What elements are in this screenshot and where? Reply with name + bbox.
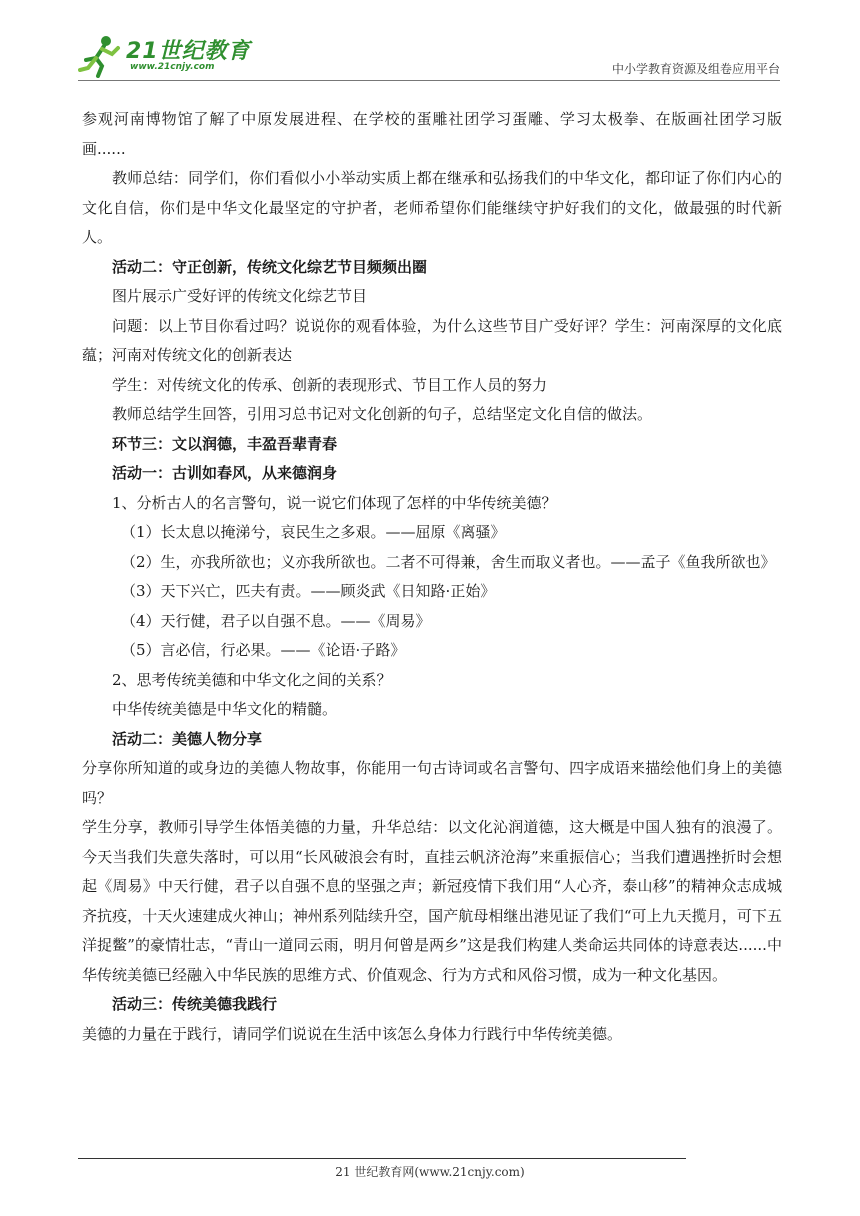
paragraph: （3）天下兴亡，匹夫有责。——顾炎武《日知路·正始》: [121, 582, 496, 600]
site-logo[interactable]: [78, 34, 278, 78]
paragraph: （1）长太息以掩涕兮，哀民生之多艰。——屈原《离骚》: [121, 523, 506, 541]
paragraph: 分享你所知道的或身边的美德人物故事，你能用一句古诗词或名言警句、四字成语来描绘他们身上的美德吗？: [82, 759, 782, 807]
paragraph: 2、思考传统美德和中华文化之间的关系？: [112, 670, 392, 689]
paragraph: 中华传统美德是中华文化的精髓。: [112, 700, 338, 718]
paragraph: 教师总结：同学们，你们看似小小举动实质上都在继承和弘扬我们的中华文化，都印证了你们内心的文化自信，你们是中华文化最坚定的守护者，老师希望你们能继续守护好我们的文化，做最强的时代新人。: [82, 169, 782, 246]
footer-divider: [78, 1158, 686, 1159]
paragraph: 学生分享，教师引导学生体悟美德的力量，升华总结：以文化沁润道德，这大概是中国人独有的浪漫了。今天当我们失意失落时，可以用“长风破浪会有时，直挂云帆济沧海”来重振信心；当我们遭遇挫折时会想起《周易》中天行健，君子以自强不息的坚强之声；新冠疫情下我们用“人心齐，泰山移”的精神众志成城齐抗疫，十天火速建成火神山；神州系列陆续升空，国产航母相继出港见证了我们“可上九天揽月，可下五洋捉鳖”的豪情壮志，“青山一道同云雨，明月何曾是两乡”这是我们构建人类命运共同体的诗意表达......中华传统美德已经融入中华民族的思维方式、价值观念、行为方式和风俗习惯，成为一种文化基因。: [82, 818, 782, 984]
paragraph: （2）生，亦我所欲也；义亦我所欲也。二者不可得兼，舍生而取义者也。——孟子《鱼我所欲也》: [121, 552, 776, 571]
section-heading: 环节三：文以润德，丰盈吾辈青春: [112, 434, 338, 453]
document-body: [82, 105, 782, 1049]
logo-text: 21世纪教育: [126, 39, 251, 64]
paragraph: 问题：以上节目你看过吗？说说你的观看体验，为什么这些节目广受好评？学生：河南深厚的文化底蕴；河南对传统文化的创新表达: [82, 316, 782, 364]
page-header: [78, 34, 780, 78]
paragraph: 美德的力量在于践行，请同学们说说在生活中该怎么身体力行践行中华传统美德。: [82, 1024, 623, 1043]
section-heading: 活动一：古训如春风，从来德润身: [112, 464, 338, 482]
header-slogan: 中小学教育资源及组卷应用平台: [611, 62, 780, 76]
paragraph: 1、分析古人的名言警句，说一说它们体现了怎样的中华传统美德？: [112, 493, 557, 512]
logo-url: www.21cnjy.com: [130, 62, 215, 72]
page-footer[interactable]: 21 世纪教育网(www.21cnjy.com): [335, 1165, 525, 1179]
header-divider: [78, 80, 780, 81]
paragraph: （5）言必信，行必果。——《论语·子路》: [121, 641, 406, 659]
section-heading: 活动二：守正创新，传统文化综艺节目频频出圈: [112, 257, 428, 276]
section-heading: 活动三：传统美德我践行: [112, 995, 278, 1013]
paragraph: （4）天行健，君子以自强不息。——《周易》: [121, 611, 431, 630]
paragraph: 图片展示广受好评的传统文化综艺节目: [112, 287, 368, 305]
paragraph: 参观河南博物馆了解了中原发展进程、在学校的蛋雕社团学习蛋雕、学习太极拳、在版画社团学习版画......: [82, 110, 782, 158]
paragraph: 学生：对传统文化的传承、创新的表现形式、节目工作人员的努力: [112, 375, 548, 394]
runner-logo-icon: [78, 34, 126, 78]
section-heading: 活动二：美德人物分享: [112, 729, 263, 748]
paragraph: 教师总结学生回答，引用习总书记对文化创新的句子，总结坚定文化自信的做法。: [112, 405, 653, 423]
